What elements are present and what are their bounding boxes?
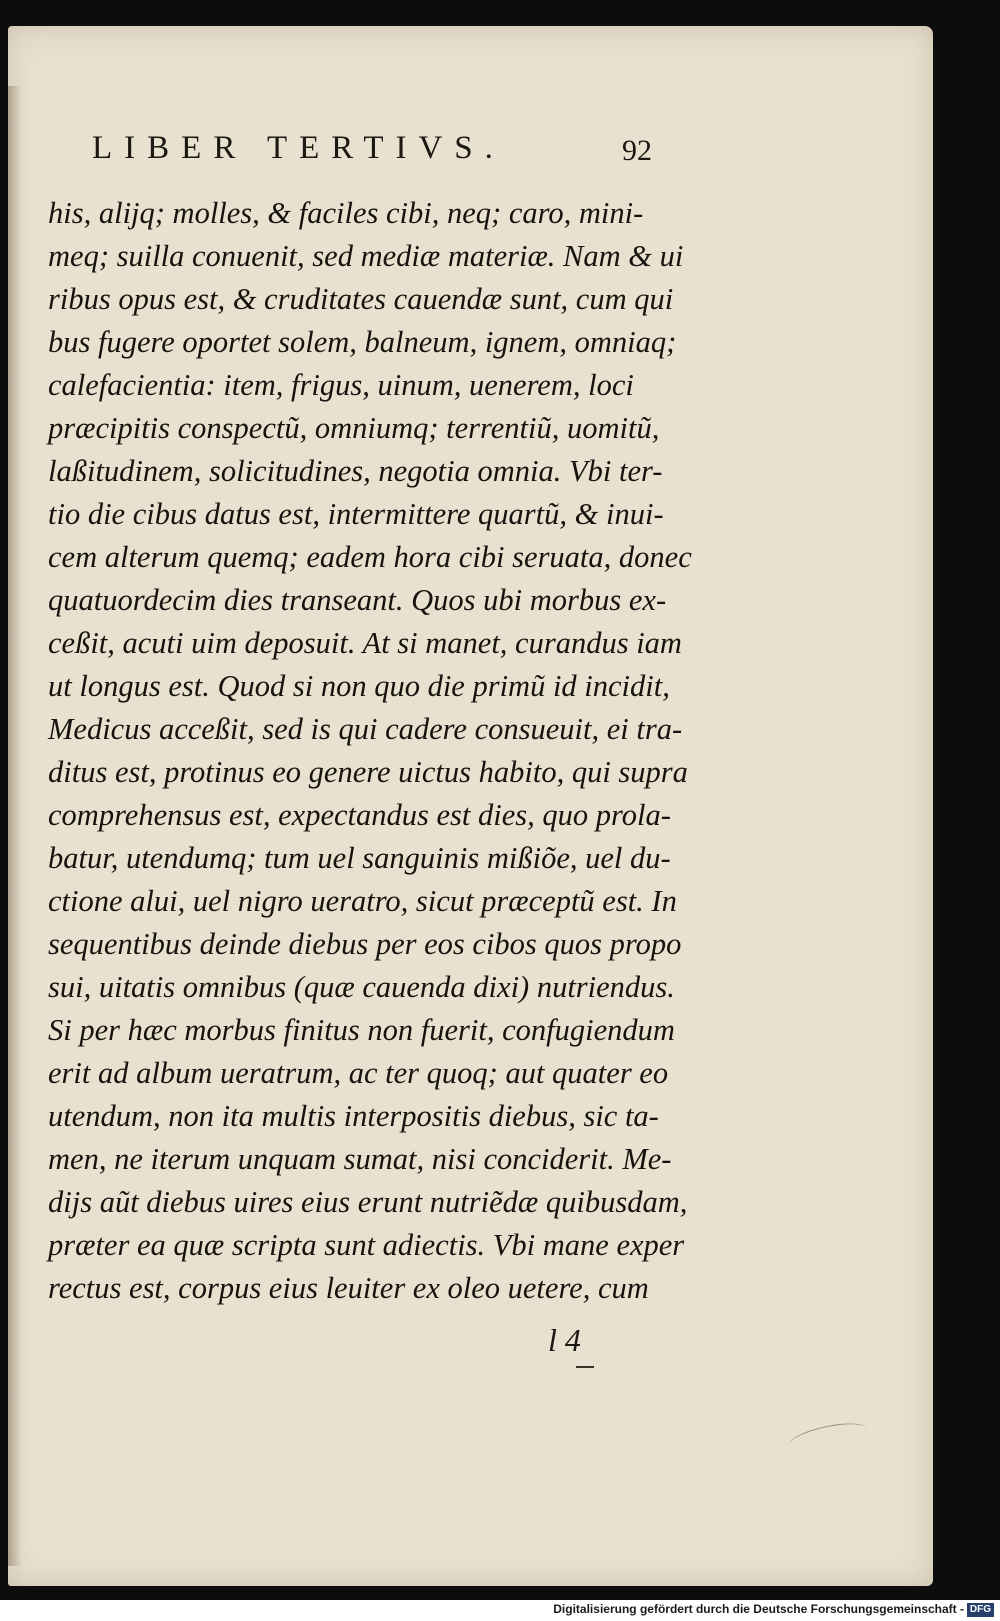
text-line: tio die cibus datus est, intermittere quartũ, & inui-: [48, 497, 664, 531]
text-line: cem alterum quemq; eadem hora cibi seruata, donec: [48, 540, 692, 574]
running-head: LIBER TERTIVS.: [92, 130, 505, 166]
dfg-logo: DFG: [967, 1603, 994, 1617]
text-line: dijs aũt diebus uires eius erunt nutriẽdæ quibusdam,: [48, 1185, 688, 1219]
page-header: [92, 112, 652, 172]
text-line: Si per hæc morbus finitus non fuerit, confugiendum: [48, 1013, 675, 1047]
text-line: his, alijq; molles, & faciles cibi, neq; caro, mini-: [48, 196, 644, 230]
text-line: comprehensus est, expectandus est dies, quo prola-: [48, 798, 671, 832]
text-line: præter ea quæ scripta sunt adiectis. Vbi mane exper: [48, 1228, 685, 1262]
text-line: ditus est, protinus eo genere uictus habito, qui supra: [48, 755, 688, 789]
text-line: præcipitis conspectũ, omniumq; terrentiũ, uomitũ,: [48, 411, 660, 445]
signature-mark: l 4: [548, 1322, 581, 1358]
text-line: Medicus acceßit, sed is qui cadere consueuit, ei tra-: [48, 712, 683, 746]
pencil-mark: [786, 1418, 869, 1457]
text-line: ut longus est. Quod si non quo die primũ id incidit,: [48, 669, 670, 703]
page-gutter-shadow: [8, 86, 22, 1566]
body-text: [48, 192, 698, 1310]
text-line: laßitudinem, solicitudines, negotia omnia. Vbi ter-: [48, 454, 663, 488]
text-line: erit ad album ueratrum, ac ter quoq; aut quater eo: [48, 1056, 669, 1090]
text-line: bus fugere oportet solem, balneum, ignem, omniaq;: [48, 325, 677, 359]
text-line: batur, utendumq; tum uel sanguinis mißiõe, uel du-: [48, 841, 671, 875]
text-line: calefacientia: item, frigus, uinum, uenerem, loci: [48, 368, 634, 402]
text-line: sui, uitatis omnibus (quæ cauenda dixi) nutriendus.: [48, 970, 675, 1004]
text-line: ceßit, acuti uim deposuit. At si manet, curandus iam: [48, 626, 682, 660]
footer-bar: [0, 1600, 1000, 1621]
text-line: men, ne iterum unquam sumat, nisi conciderit. Me-: [48, 1142, 672, 1176]
text-line: rectus est, corpus eius leuiter ex oleo uetere, cum: [48, 1271, 649, 1305]
text-line: ctione alui, uel nigro ueratro, sicut præceptũ est. In: [48, 884, 677, 918]
book-page: [8, 26, 933, 1586]
signature-underline: [576, 1366, 594, 1368]
text-line: sequentibus deinde diebus per eos cibos quos propo: [48, 927, 682, 961]
footer-credit: Digitalisierung gefördert durch die Deutsche Forschungsgemeinschaft -: [553, 1602, 964, 1616]
text-line: ribus opus est, & cruditates cauendæ sunt, cum qui: [48, 282, 674, 316]
text-line: utendum, non ita multis interpositis diebus, sic ta-: [48, 1099, 659, 1133]
text-line: meq; suilla conuenit, sed mediæ materiæ. Nam & ui: [48, 239, 684, 273]
page-number: 92: [622, 134, 652, 167]
text-line: quatuordecim dies transeant. Quos ubi morbus ex-: [48, 583, 667, 617]
